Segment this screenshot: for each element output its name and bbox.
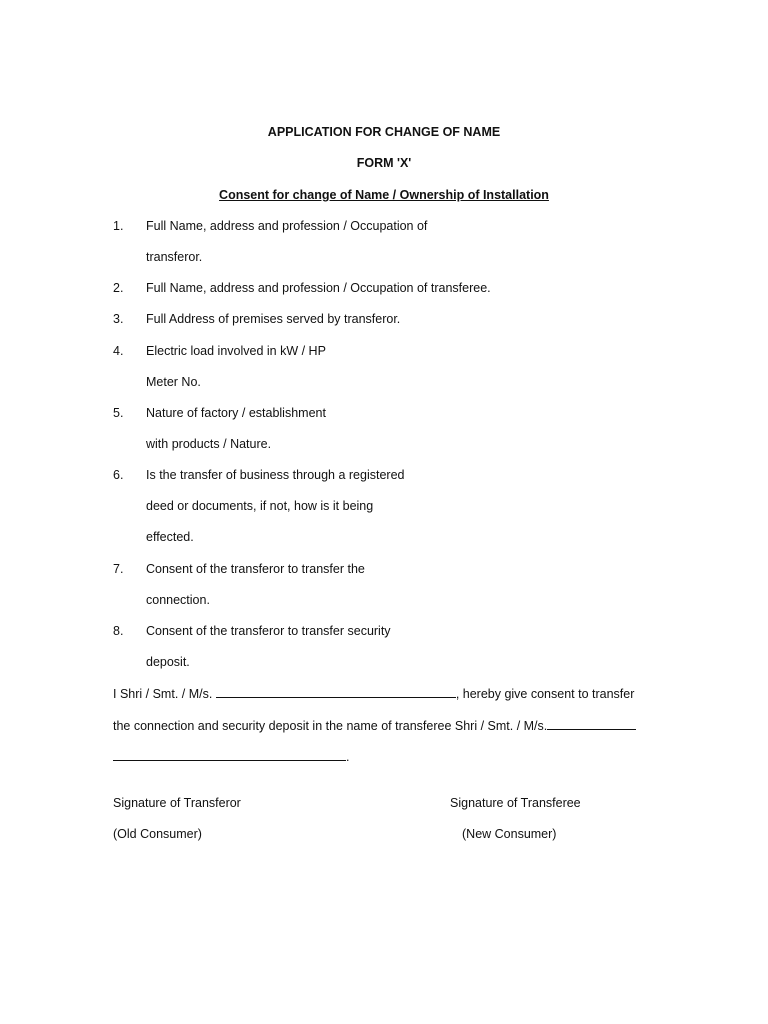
transferee-name-blank[interactable] bbox=[547, 717, 636, 730]
item-8-line-1: Consent of the transferor to transfer security bbox=[146, 624, 391, 638]
item-5-line-2: with products / Nature. bbox=[146, 437, 272, 451]
item-8-number: 8. bbox=[113, 624, 124, 638]
item-5-number: 5. bbox=[113, 406, 124, 420]
form-subtitle: Consent for change of Name / Ownership of Installation bbox=[219, 188, 549, 202]
item-3-line-1: Full Address of premises served by transferor. bbox=[146, 312, 401, 326]
declaration-line-2 bbox=[113, 717, 636, 734]
declaration-end: . bbox=[346, 750, 350, 764]
item-1-number: 1. bbox=[113, 219, 124, 233]
declaration-text: the connection and security deposit in the name of transferee Shri / Smt. / M/s. bbox=[113, 719, 548, 733]
transferee-signature-label: Signature of Transferee bbox=[450, 796, 581, 810]
item-3-number: 3. bbox=[113, 312, 124, 326]
item-4-line-2: Meter No. bbox=[146, 375, 201, 389]
item-4-number: 4. bbox=[113, 344, 124, 358]
declaration-line-3 bbox=[113, 748, 349, 765]
item-6-number: 6. bbox=[113, 468, 124, 482]
form-title: APPLICATION FOR CHANGE OF NAME bbox=[267, 125, 501, 139]
form-id: FORM 'X' bbox=[356, 156, 412, 170]
transferor-consumer-note: (Old Consumer) bbox=[113, 827, 202, 841]
item-1-line-1: Full Name, address and profession / Occupation of bbox=[146, 219, 428, 233]
item-7-line-2: connection. bbox=[146, 593, 210, 607]
transferee-consumer-note: (New Consumer) bbox=[462, 827, 557, 841]
transferee-name-blank-continued[interactable] bbox=[113, 748, 346, 761]
item-7-number: 7. bbox=[113, 562, 124, 576]
item-6-line-2: deed or documents, if not, how is it being bbox=[146, 499, 374, 513]
item-4-line-1: Electric load involved in kW / HP bbox=[146, 344, 326, 358]
transferor-signature-label: Signature of Transferor bbox=[113, 796, 241, 810]
declaration-prefix: I Shri / Smt. / M/s. bbox=[113, 687, 213, 701]
item-7-line-1: Consent of the transferor to transfer the bbox=[146, 562, 365, 576]
item-2-line-1: Full Name, address and profession / Occupation of transferee. bbox=[146, 281, 491, 295]
item-8-line-2: deposit. bbox=[146, 655, 190, 669]
item-5-line-1: Nature of factory / establishment bbox=[146, 406, 326, 420]
item-6-line-1: Is the transfer of business through a registered bbox=[146, 468, 405, 482]
item-2-number: 2. bbox=[113, 281, 124, 295]
transferor-name-blank[interactable] bbox=[216, 685, 456, 698]
item-6-line-3: effected. bbox=[146, 530, 194, 544]
declaration-line-1 bbox=[113, 685, 634, 702]
item-1-line-2: transferor. bbox=[146, 250, 203, 264]
declaration-suffix: , hereby give consent to transfer bbox=[455, 687, 635, 701]
